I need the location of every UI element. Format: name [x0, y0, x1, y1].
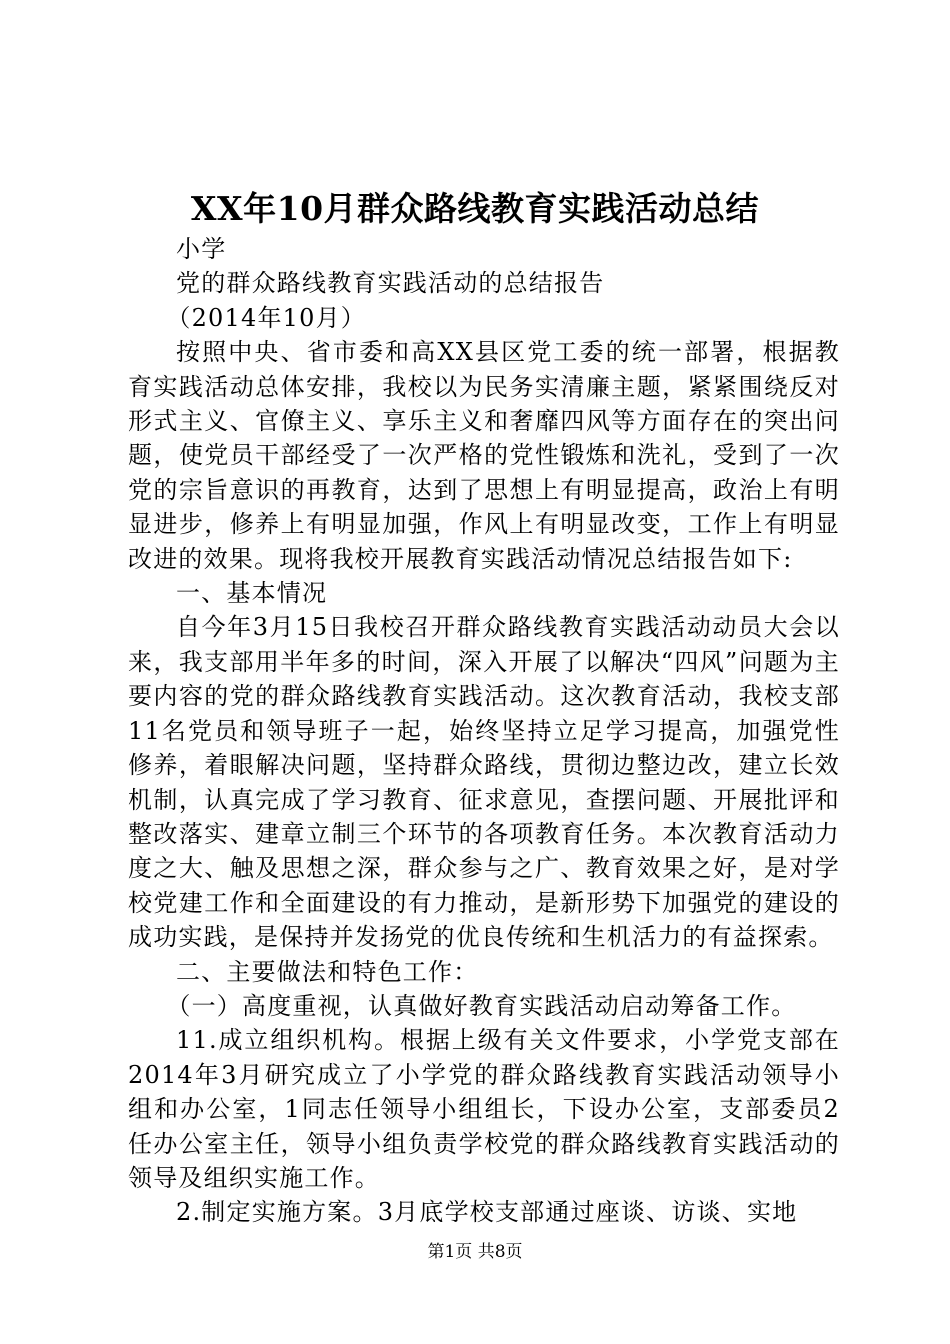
- document-body: [128, 232, 840, 1230]
- page-footer: 第1页 共8页: [427, 1242, 523, 1262]
- paragraph-intro: 按照中央、省市委和高XX县区党工委的统一部署，根据教育实践活动总体安排，我校以为民务实清廉主题，紧紧围绕反对形式主义、官僚主义、享乐主义和奢靡四风等方面存在的突出问题，使党员干部经受了一次严格的党性锻炼和洗礼，受到了一次党的宗旨意识的再教育，达到了思想上有明显提高，政治上有明显进步，修养上有明显加强，作风上有明显改变，工作上有明显改进的效果。现将我校开展教育实践活动情况总结报告如下:: [128, 338, 840, 573]
- section-heading-basic: 一、基本情况: [176, 579, 328, 608]
- document-title: XX年10月群众路线教育实践活动总结: [190, 189, 760, 228]
- section-heading-practices: 二、主要做法和特色工作：: [176, 957, 479, 986]
- paragraph-school: 小学: [176, 235, 227, 263]
- paragraph-basic: 自今年3月15日我校召开群众路线教育实践活动动员大会以来，我支部用半年多的时间，深入开展了以解决“四风”问题为主要内容的党的群众路线教育实践活动。这次教育活动，我校支部11名党员和领导班子一起，始终坚持立足学习提高，加强党性修养，着眼解决问题，坚持群众路线，贯彻边整边改，建立长效机制，认真完成了学习教育、征求意见，查摆问题、开展批评和整改落实、建章立制三个环节的各项教育任务。本次教育活动力度之大、触及思想之深，群众参与之广、教育效果之好，是对学校党建工作和全面建设的有力推动，是新形势下加强党的建设的成功实践，是保持并发扬党的优良传统和生机活力的有益探索。: [128, 613, 840, 952]
- paragraph-report-title: 党的群众路线教育实践活动的总结报告: [176, 269, 605, 298]
- paragraph-plan: 2.制定实施方案。3月底学校支部通过座谈、访谈、实地: [176, 1198, 798, 1227]
- paragraph-organization: 11.成立组织机构。根据上级有关文件要求，小学党支部在2014年3月研究成立了小学党的群众路线教育实践活动领导小组和办公室，1同志任领导小组组长，下设办公室，支部委员2任办公室主任，领导小组负责学校党的群众路线教育实践活动的领导及组织实施工作。: [128, 1026, 840, 1192]
- subsection-heading-1: （一）高度重视，认真做好教育实践活动启动筹备工作。: [166, 991, 797, 1020]
- paragraph-date: （2014年10月）: [166, 303, 367, 332]
